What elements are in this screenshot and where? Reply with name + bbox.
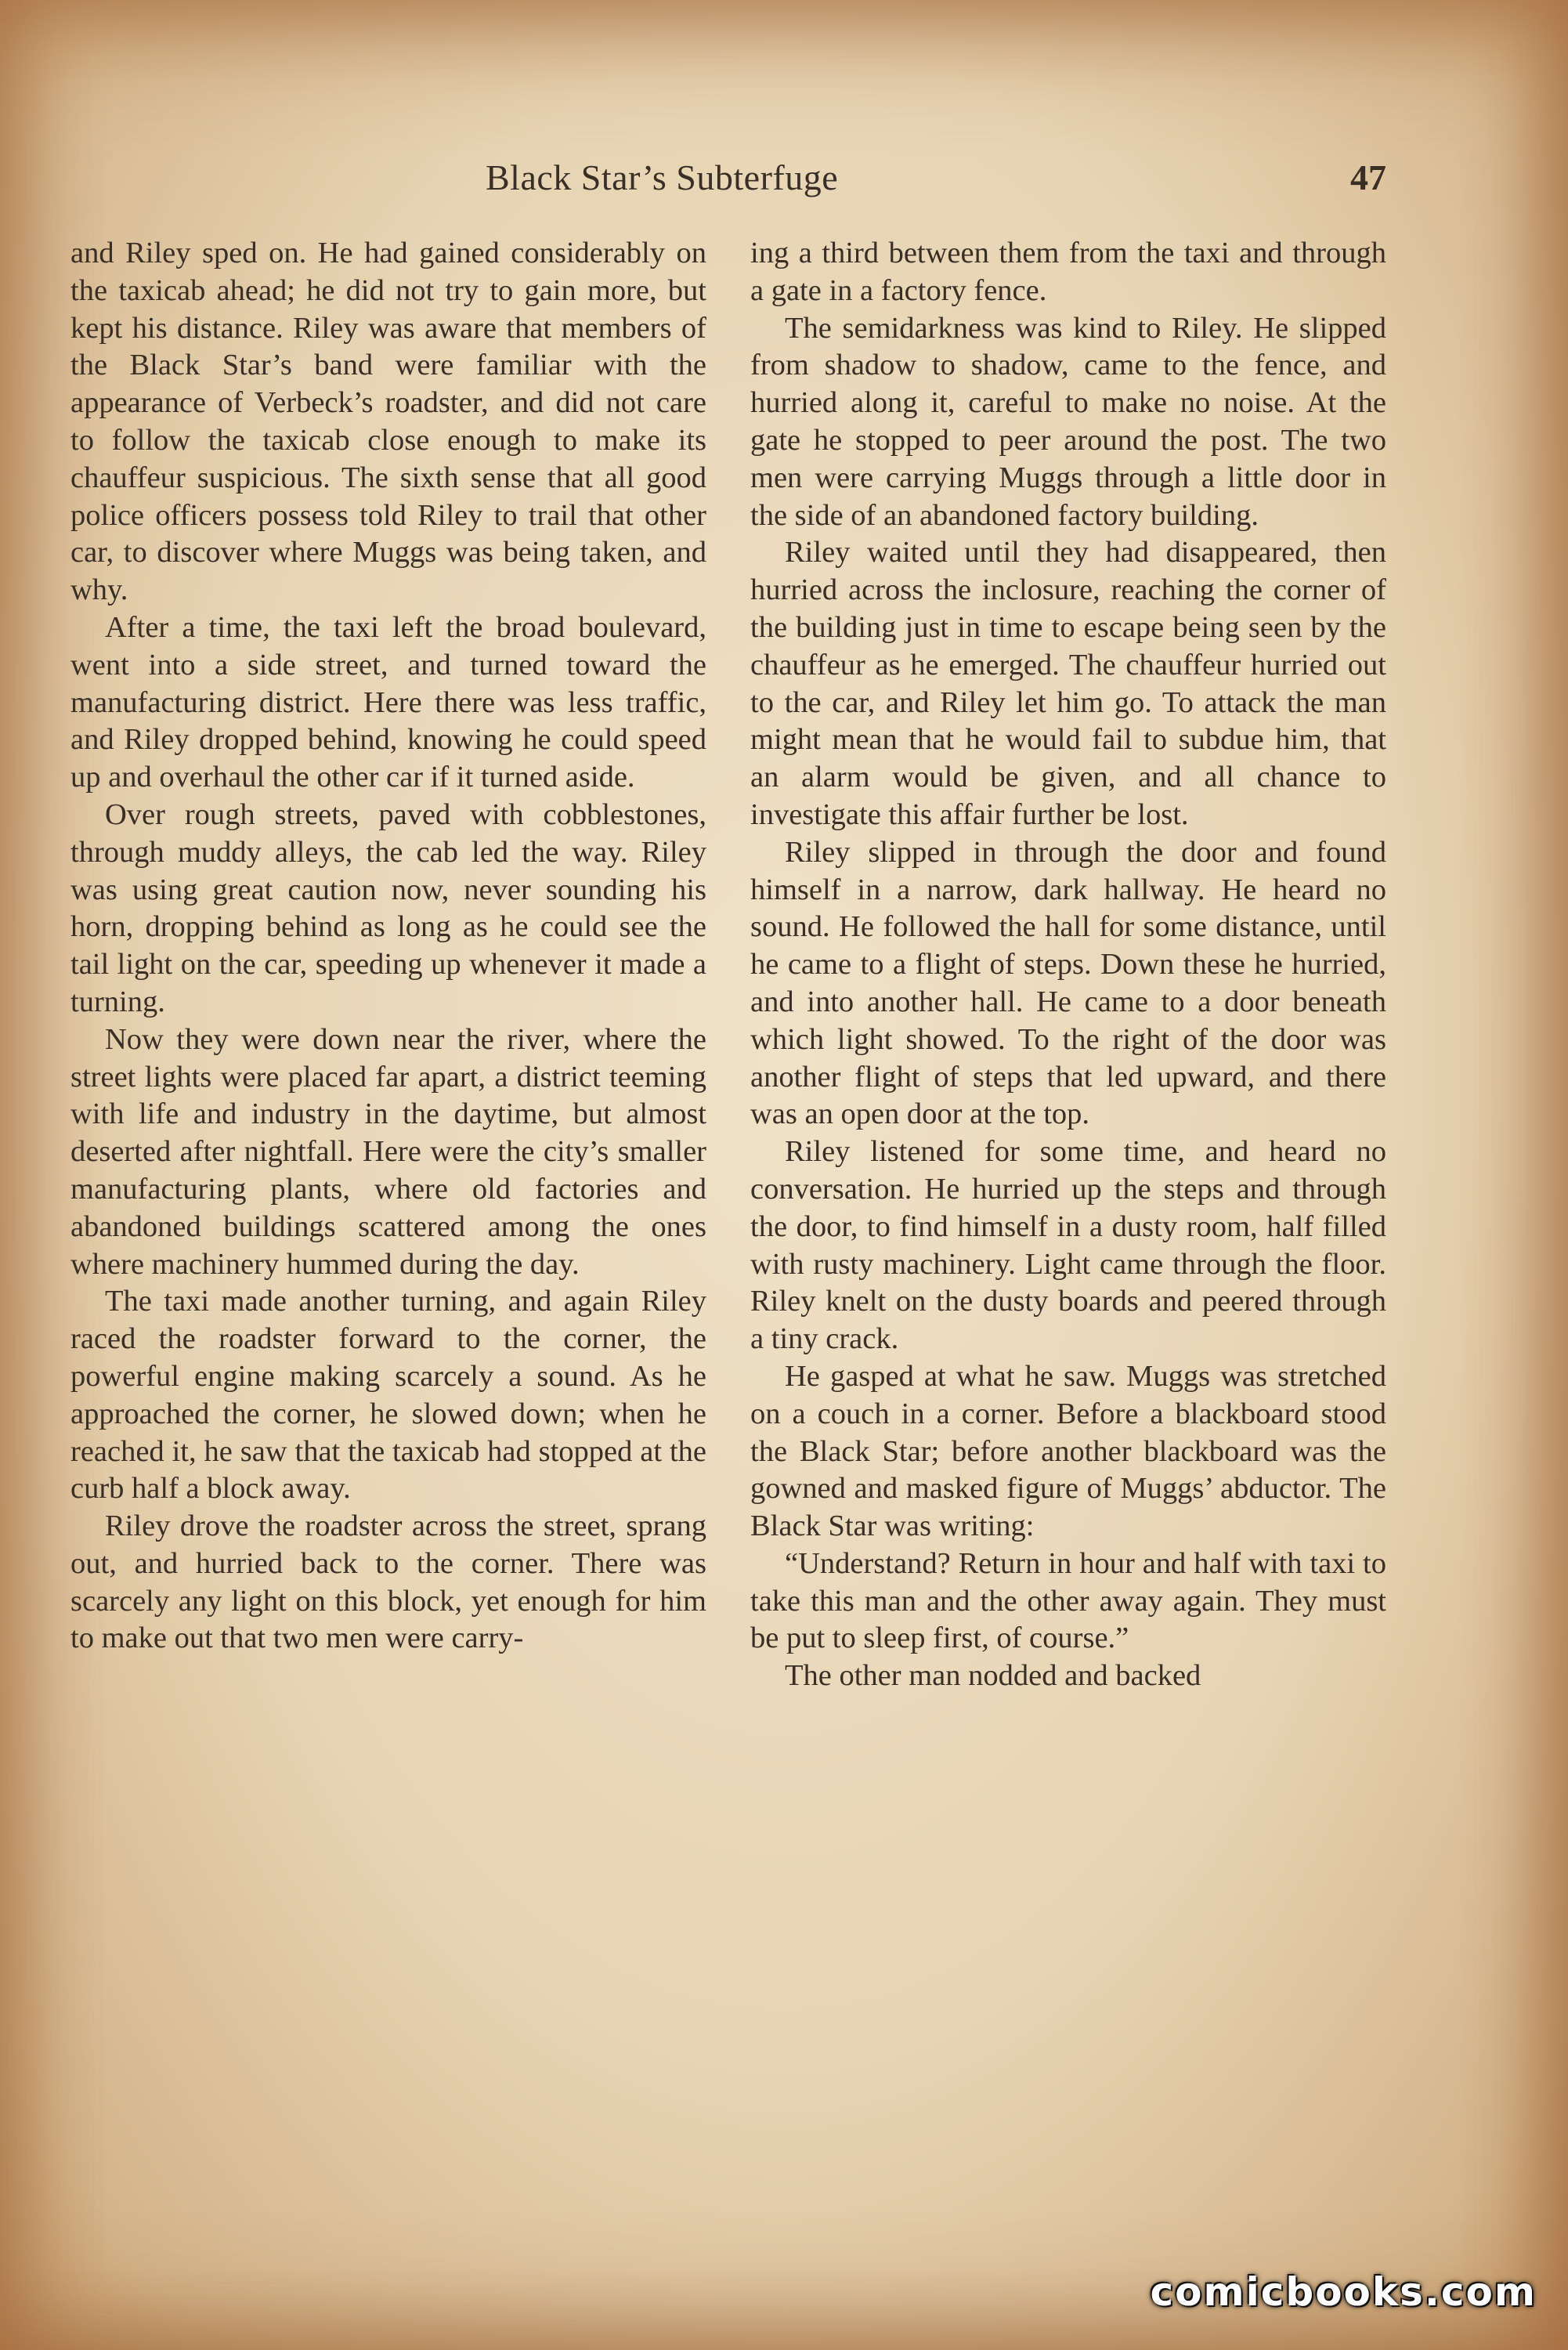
paragraph: Now they were down near the river, where the street lights were placed far apart, a district teeming with life and industry in the daytime, but almost deserted after nightfall. Here were the city’s smaller manufacturing plants, where old factories and abandoned buildings scattered among the ones where machinery hummed during the day. [70,1022,706,1281]
paragraph: Riley slipped in through the door and found himself in a narrow, dark hallway. He heard no sound. He followed the hall for some distance, until he came to a flight of steps. Down these he hurried, and into another hall. He came to a door beneath which light showed. To the right of the door was another flight of steps that led upward, and there was an open door at the top. [750,835,1386,1131]
page-number: 47 [1350,157,1386,197]
paragraph: ing a third between them from the taxi and through a gate in a factory fence. [750,237,1386,307]
paragraph: and Riley sped on. He had gained considerably on the taxicab ahead; he did not try to gain more, but kept his distance. Riley was aware that members of the Black Star’s band were familiar with the appearance of Verbeck’s roadster, and did not care to follow the taxicab close enough to make its chauffeur suspicious. The sixth sense that all good police officers possess told Riley to trail that other car, to discover where Muggs was being taken, and why. [70,237,706,607]
paragraph: The semidarkness was kind to Riley. He slipped from shadow to shadow, came to the fence, and hurried along it, careful to make no noise. At the gate he stopped to peer around the post. The two men were carrying Muggs through a little door in the side of an abandoned factory building. [750,311,1386,532]
watermark-text: comicbooks.com [1150,2269,1537,2315]
paragraph: The taxi made another turning, and again Riley raced the roadster forward to the corner, the powerful engine making scarcely a sound. As he approached the corner, he slowed down; when he reached it, he saw that the taxicab had stopped at the curb half a block away. [70,1285,706,1506]
left-column [70,235,706,1658]
paragraph: He gasped at what he saw. Muggs was stretched on a couch in a corner. Before a blackboard stood the Black Star; before another blackboard was the gowned and masked figure of Muggs’ abductor. The Black Star was writing: [750,1359,1386,1543]
paragraph: After a time, the taxi left the broad boulevard, went into a side street, and turned toward the manufacturing district. Here there was less traffic, and Riley dropped behind, knowing he could speed up and overhaul the other car if it turned aside. [70,610,706,794]
paragraph: Over rough streets, paved with cobblestones, through muddy alleys, the cab led the way. Riley was using great caution now, never sounding his horn, dropping behind as long as he could see the tail light on the car, speeding up whenever it made a turning. [70,797,706,1018]
running-title: Black Star’s Subterfuge [486,157,839,197]
paragraph: The other man nodded and backed [785,1659,1201,1693]
paragraph: “Understand? Return in hour and half with taxi to take this man and the other away again. They must be put to sleep first, of course.” [750,1546,1386,1655]
paragraph: Riley drove the roadster across the street, sprang out, and hurried back to the corner. There was scarcely any light on this block, yet enough for him to make out that two men were carry- [70,1509,706,1655]
paragraph: Riley waited until they had disappeared, then hurried across the inclosure, reaching the corner of the building just in time to escape being seen by the chauffeur as he emerged. The chauffeur hurried out to the car, and Riley let him go. To attack the man might mean that he would fail to subdue him, that an alarm would be given, and all chance to investigate this affair further be lost. [750,536,1386,831]
paragraph: Riley listened for some time, and heard no conversation. He hurried up the steps and through the door, to find himself in a dusty room, half filled with rusty machinery. Light came through the floor. Riley knelt on the dusty boards and peered through a tiny crack. [750,1135,1386,1356]
right-column [750,235,1386,1695]
page-header [486,157,1386,219]
